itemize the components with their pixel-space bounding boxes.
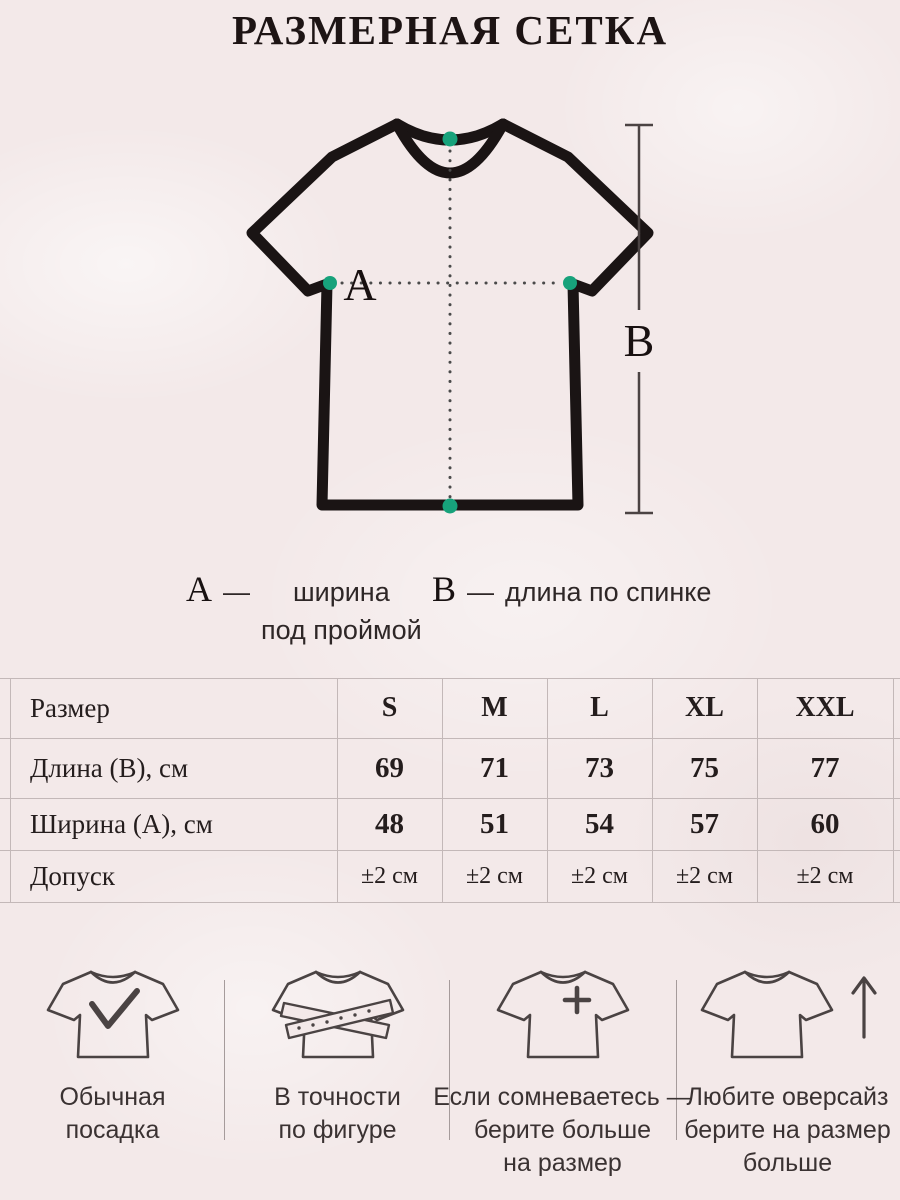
table-line [757,678,758,902]
table-header-row [0,678,900,738]
size-col-xxl: XXL [795,692,855,723]
fit-caption: Если сомневаетесь — берите больше на размер [433,1083,692,1177]
fit-caption: В точности по фигуре [274,1083,401,1144]
table-line [893,678,894,902]
label-a: А [343,259,377,310]
legend-b-text: длина по спинке [505,577,712,607]
table-line [0,678,900,679]
tshirt-check-icon [38,962,188,1068]
size-col-xl: XL [685,692,724,723]
table-line [547,678,548,902]
measure-dot-left-underarm [323,276,337,290]
tshirt-measurement-diagram [230,95,680,530]
size-col-s: S [381,692,398,723]
legend-b-letter: В [432,569,457,609]
fit-guide [0,960,900,1180]
page-title: РАЗМЕРНАЯ СЕТКА [231,7,669,53]
legend-a-letter: А [186,569,212,609]
fit-item-regular [0,960,225,1180]
tshirt-plus-icon [488,962,638,1068]
legend-a-dash: — [223,577,250,607]
size-col-l: L [590,692,609,723]
table-row-tolerance: Допуск ±2 см ±2 см ±2 см ±2 см ±2 см [30,860,854,891]
table-header-label: Размер [30,692,110,723]
fit-item-exact [225,960,450,1180]
plus-mark [565,988,589,1012]
measure-dot-hem [443,499,458,514]
measure-dot-neck [443,132,458,147]
table-line [0,798,900,799]
legend-length [432,569,712,609]
tshirt-arrow-icon [692,962,884,1068]
table-line [337,678,338,902]
size-table [0,678,900,902]
table-line [442,678,443,902]
fit-item-size-up-doubt [433,960,692,1180]
up-arrow [853,978,875,1037]
fit-caption: Любите оверсайз берите на размер больше [684,1083,891,1177]
tshirt-tape-icon [263,962,413,1068]
legend-a-text: ширина под проймой [261,577,422,645]
size-col-m: M [481,692,508,723]
measure-dot-right-underarm [563,276,577,290]
fit-item-oversize [675,960,900,1180]
table-line [10,678,11,902]
table-row-width: Ширина (А), см 48 51 54 57 60 [30,807,840,840]
legend-b-dash: — [467,577,495,607]
label-b: В [623,315,655,366]
table-line [0,738,900,739]
table-line [0,850,900,851]
legend-width [186,569,422,649]
fit-caption: Обычная посадка [59,1083,166,1144]
table-row-length: Длина (В), см 69 71 73 75 77 [30,751,840,784]
table-line [652,678,653,902]
table-line [0,902,900,903]
